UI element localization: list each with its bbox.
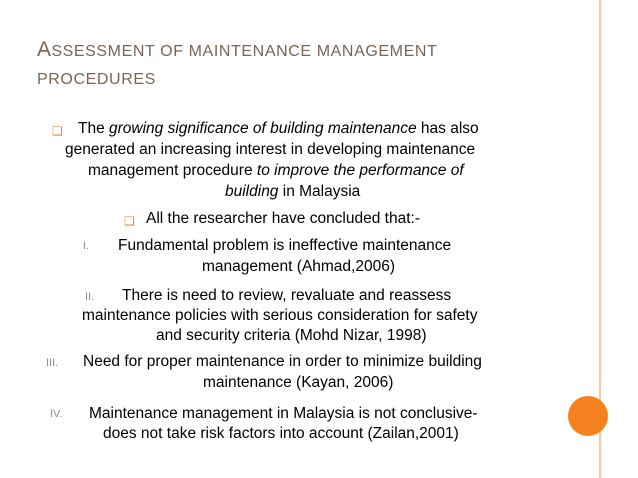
bullet1-line3: management procedure to improve the performance of bbox=[88, 162, 464, 179]
item3-line2: maintenance (Kayan, 2006) bbox=[203, 374, 394, 391]
decorative-orange-circle bbox=[568, 396, 608, 436]
item4-line2: does not take risk factors into account (Zailan,2001) bbox=[103, 425, 459, 442]
title-line-2: PROCEDURES bbox=[37, 71, 156, 88]
item1-line2: management (Ahmad,2006) bbox=[202, 258, 396, 275]
bullet1-line4: building in Malaysia bbox=[225, 183, 361, 200]
item3-line1: Need for proper maintenance in order to minimize building bbox=[83, 353, 482, 370]
item2-line2: maintenance policies with serious consideration for safety bbox=[82, 307, 478, 324]
list-number: I. bbox=[83, 240, 90, 252]
list-number: III. bbox=[46, 357, 59, 369]
list-number: II. bbox=[85, 291, 95, 303]
item4-line1: Maintenance management in Malaysia is not conclusive- bbox=[89, 405, 478, 422]
bullet-icon: ❑ bbox=[124, 214, 135, 228]
item2-line1: There is need to review, revaluate and reassess bbox=[122, 287, 452, 304]
bullet1-line2: generated an increasing interest in developing maintenance bbox=[65, 141, 476, 158]
bullet2-text: All the researcher have concluded that:- bbox=[146, 210, 420, 227]
bullet1-line1: The growing significance of building maintenance has also bbox=[78, 120, 479, 137]
item1-line1: Fundamental problem is ineffective maintenance bbox=[118, 237, 452, 254]
bullet-icon: ❑ bbox=[52, 124, 63, 138]
list-number: IV. bbox=[50, 408, 63, 420]
slide-title: ASSESSMENT OF MAINTENANCE MANAGEMENT PROCEDURES bbox=[37, 38, 438, 88]
item2-line3: and security criteria (Mohd Nizar, 1998) bbox=[156, 327, 427, 344]
